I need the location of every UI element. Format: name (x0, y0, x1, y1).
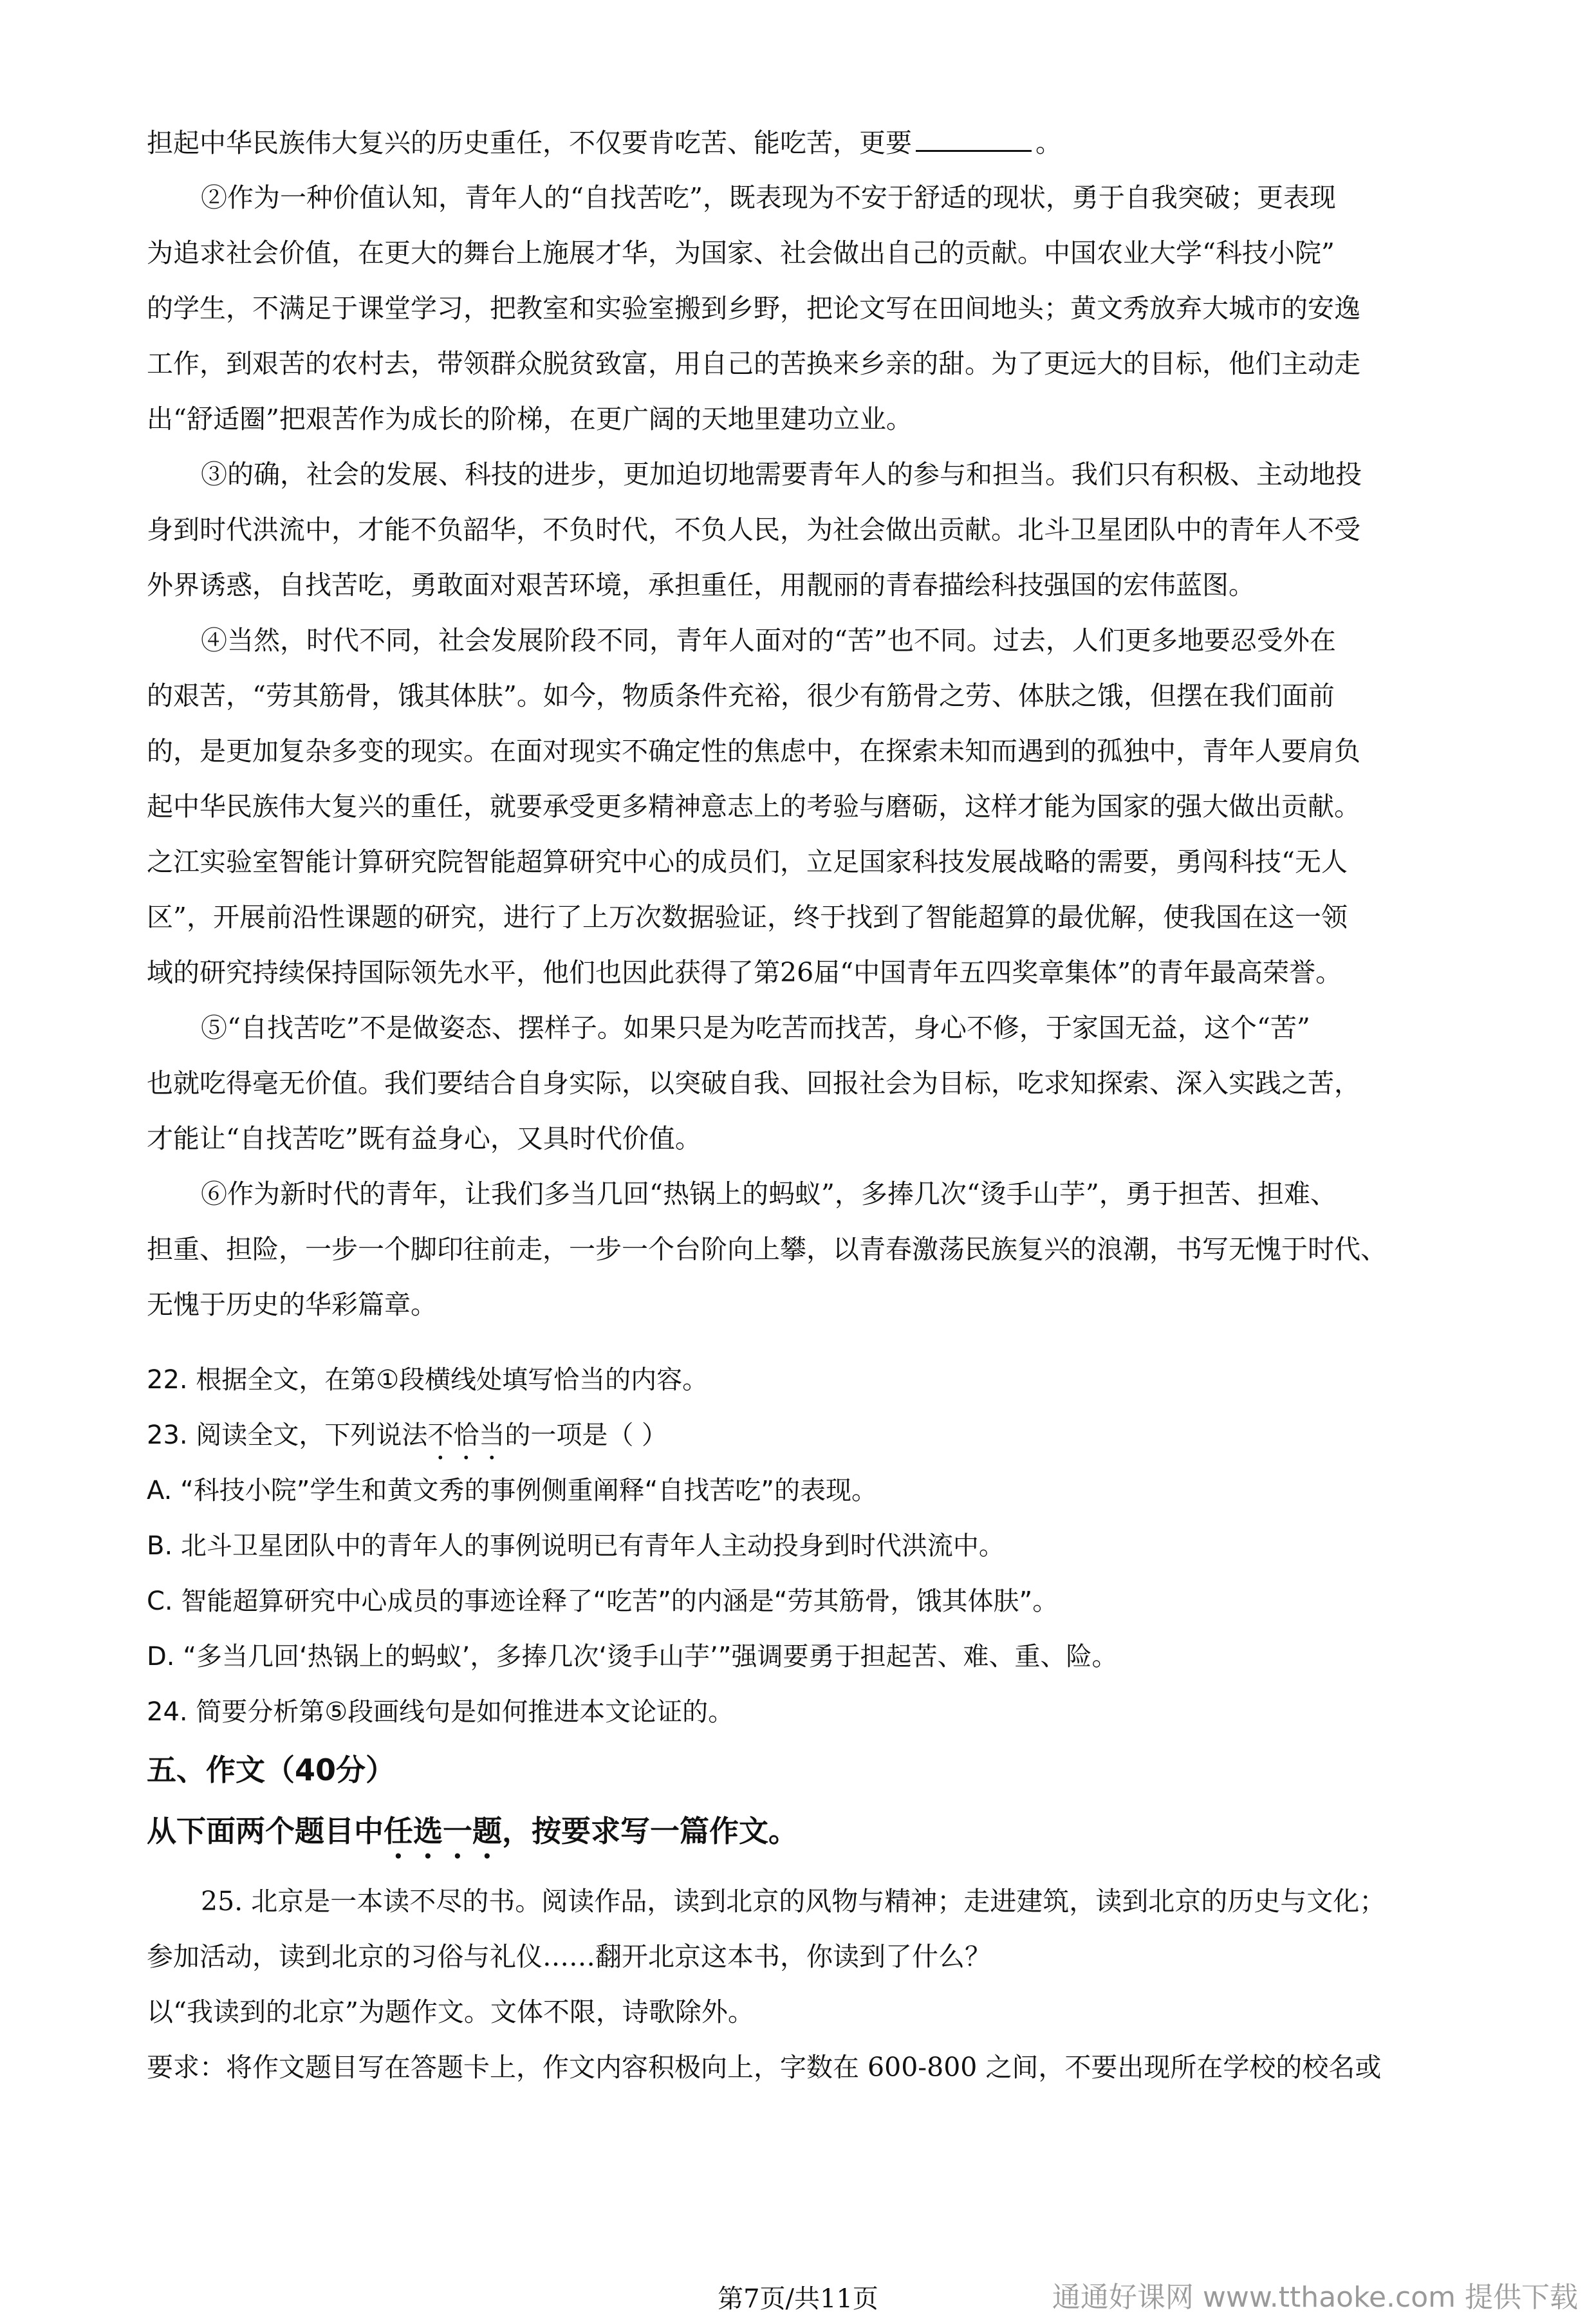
paragraph-1-line (147, 126, 1460, 160)
instruction-text: 从下面两个题目中 (147, 1814, 384, 1848)
paragraph-4-line: 的，是更加复杂多变的现实。在面对现实不确定性的焦虑中，在探索未知而遇到的孤独中，青年人要肩负 (147, 736, 1360, 767)
underlined-sentence: 也就吃得毫无价值。 (147, 1068, 384, 1100)
question-25-line: 以“我读到的北京”为题作文。文体不限，诗歌除外。 (147, 1996, 754, 2027)
paragraph-5-text: ⑤“自找苦吃”不是做姿态、摆样子。 (201, 1012, 624, 1043)
paragraph-5-line (201, 1011, 1460, 1045)
paragraph-5-line: 才能让“自找苦吃”既有益身心，又具时代价值。 (147, 1123, 701, 1154)
paragraph-4-line: 区”，开展前沿性课题的研究，进行了上万次数据验证，终于找到了智能超算的最优解，使我国在这一领 (147, 902, 1348, 933)
essay-instruction (147, 1814, 1460, 1865)
option-b: B. 北斗卫星团队中的青年人的事例说明已有青年人主动投身到时代洪流中。 (147, 1531, 1005, 1561)
paragraph-4-line: 之江实验室智能计算研究院智能超算研究中心的成员们，立足国家科技发展战略的需要，勇闯科技“无人 (147, 846, 1348, 877)
page-number: 第7页/共11页 (718, 2284, 878, 2314)
option-a: A. “科技小院”学生和黄文秀的事例侧重阐释“自找苦吃”的表现。 (147, 1476, 877, 1505)
question-25-line: 要求：将作文题目写在答题卡上，作文内容积极向上，字数在 600-800 之间，不要出现所在学校的校名或 (147, 2052, 1382, 2083)
emphasis-text: 任选一题 (384, 1814, 502, 1848)
question-25-line: 参加活动，读到北京的习俗与礼仪……翻开北京这本书，你读到了什么？ (147, 1941, 991, 1972)
paragraph-6-line: 担重、担险，一步一个脚印往前走，一步一个台阶向上攀，以青春激荡民族复兴的浪潮，书写无愧于时代、 (147, 1234, 1387, 1265)
watermark: 通通好课网 www.tthaoke.com 提供下载 (1052, 2281, 1578, 2314)
fill-blank (916, 128, 1032, 152)
paragraph-2-line: 的学生，不满足于课堂学习，把教室和实验室搬到乡野，把论文写在田间地头；黄文秀放弃大城市的安逸 (147, 293, 1360, 324)
instruction-end: ，按要求写一篇作文。 (502, 1814, 798, 1848)
paragraph-2-line: 为追求社会价值，在更大的舞台上施展才华，为国家、社会做出自己的贡献。中国农业大学“科技小院” (147, 237, 1335, 268)
paragraph-5-text: 我们要结合自身实际，以突破自我、回报社会为目标，吃求知探索、深入实践之苦， (384, 1068, 1360, 1099)
paragraph-3-line: ③的确，社会的发展、科技的进步，更加迫切地需要青年人的参与和担当。我们只有积极、主动地投 (201, 459, 1362, 490)
paragraph-4-line: ④当然，时代不同，社会发展阶段不同，青年人面对的“苦”也不同。过去，人们更多地要忍受外在 (201, 625, 1336, 656)
paragraph-2-line: ②作为一种价值认知，青年人的“自找苦吃”，既表现为不安于舒适的现状，勇于自我突破；更表现 (201, 182, 1336, 213)
option-c: C. 智能超算研究中心成员的事迹诠释了“吃苦”的内涵是“劳其筋骨，饿其体肤”。 (147, 1587, 1059, 1616)
paragraph-2-line: 出“舒适圈”把艰苦作为成长的阶梯，在更广阔的天地里建功立业。 (147, 404, 913, 434)
question-25-line: 25. 北京是一本读不尽的书。阅读作品，读到北京的风物与精神；走进建筑，读到北京的历史与文化； (201, 1886, 1386, 1917)
option-d: D. “多当几回‘热锅上的蚂蚁’，多捧几次‘烫手山芋’”强调要勇于担起苦、难、重、险。 (147, 1642, 1118, 1671)
paragraph-4-line: 域的研究持续保持国际领先水平，他们也因此获得了第26届“中国青年五四奖章集体”的青年最高荣誉。 (147, 957, 1342, 988)
paragraph-3-line: 身到时代洪流中，才能不负韶华，不负时代，不负人民，为社会做出贡献。北斗卫星团队中的青年人不受 (147, 514, 1360, 545)
paragraph-1-end: 。 (1035, 127, 1062, 158)
paragraph-6-line: 无愧于历史的华彩篇章。 (147, 1289, 437, 1320)
paragraph-1-text: 担起中华民族伟大复兴的历史重任，不仅要肯吃苦、能吃苦，更要 (147, 127, 912, 158)
question-24: 24. 简要分析第⑤段画线句是如何推进本文论证的。 (147, 1697, 734, 1727)
paragraph-4-line: 起中华民族伟大复兴的重任，就要承受更多精神意志上的考验与磨砺，这样才能为国家的强大做出贡献。 (147, 791, 1360, 822)
essay-section-title: 五、作文（40分） (147, 1753, 396, 1787)
question-23-end: 的一项是（ ） (505, 1420, 668, 1450)
paragraph-4-line: 的艰苦，“劳其筋骨，饿其体肤”。如今，物质条件充裕，很少有筋骨之劳、体肤之饿，但摆在我们面前 (147, 680, 1335, 711)
paragraph-5-line (147, 1066, 1460, 1100)
paragraph-3-line: 外界诱惑，自找苦吃，勇敢面对艰苦环境，承担重任，用靓丽的青春描绘科技强国的宏伟蓝图。 (147, 570, 1255, 600)
paragraph-6-line: ⑥作为新时代的青年，让我们多当几回“热锅上的蚂蚁”，多捧几次“烫手山芋”，勇于担苦、担难、 (201, 1178, 1337, 1209)
paragraph-2-line: 工作，到艰苦的农村去，带领群众脱贫致富，用自己的苦换来乡亲的甜。为了更远大的目标，他们主动走 (147, 348, 1360, 379)
question-23-text: 23. 阅读全文，下列说法 (147, 1420, 428, 1450)
question-22: 22. 根据全文，在第①段横线处填写恰当的内容。 (147, 1365, 709, 1395)
emphasis-text: 不恰当 (427, 1420, 505, 1450)
underlined-sentence: 如果只是为吃苦而找苦，身心不修，于家国无益，这个“苦” (624, 1012, 1310, 1045)
question-23 (147, 1419, 1460, 1466)
